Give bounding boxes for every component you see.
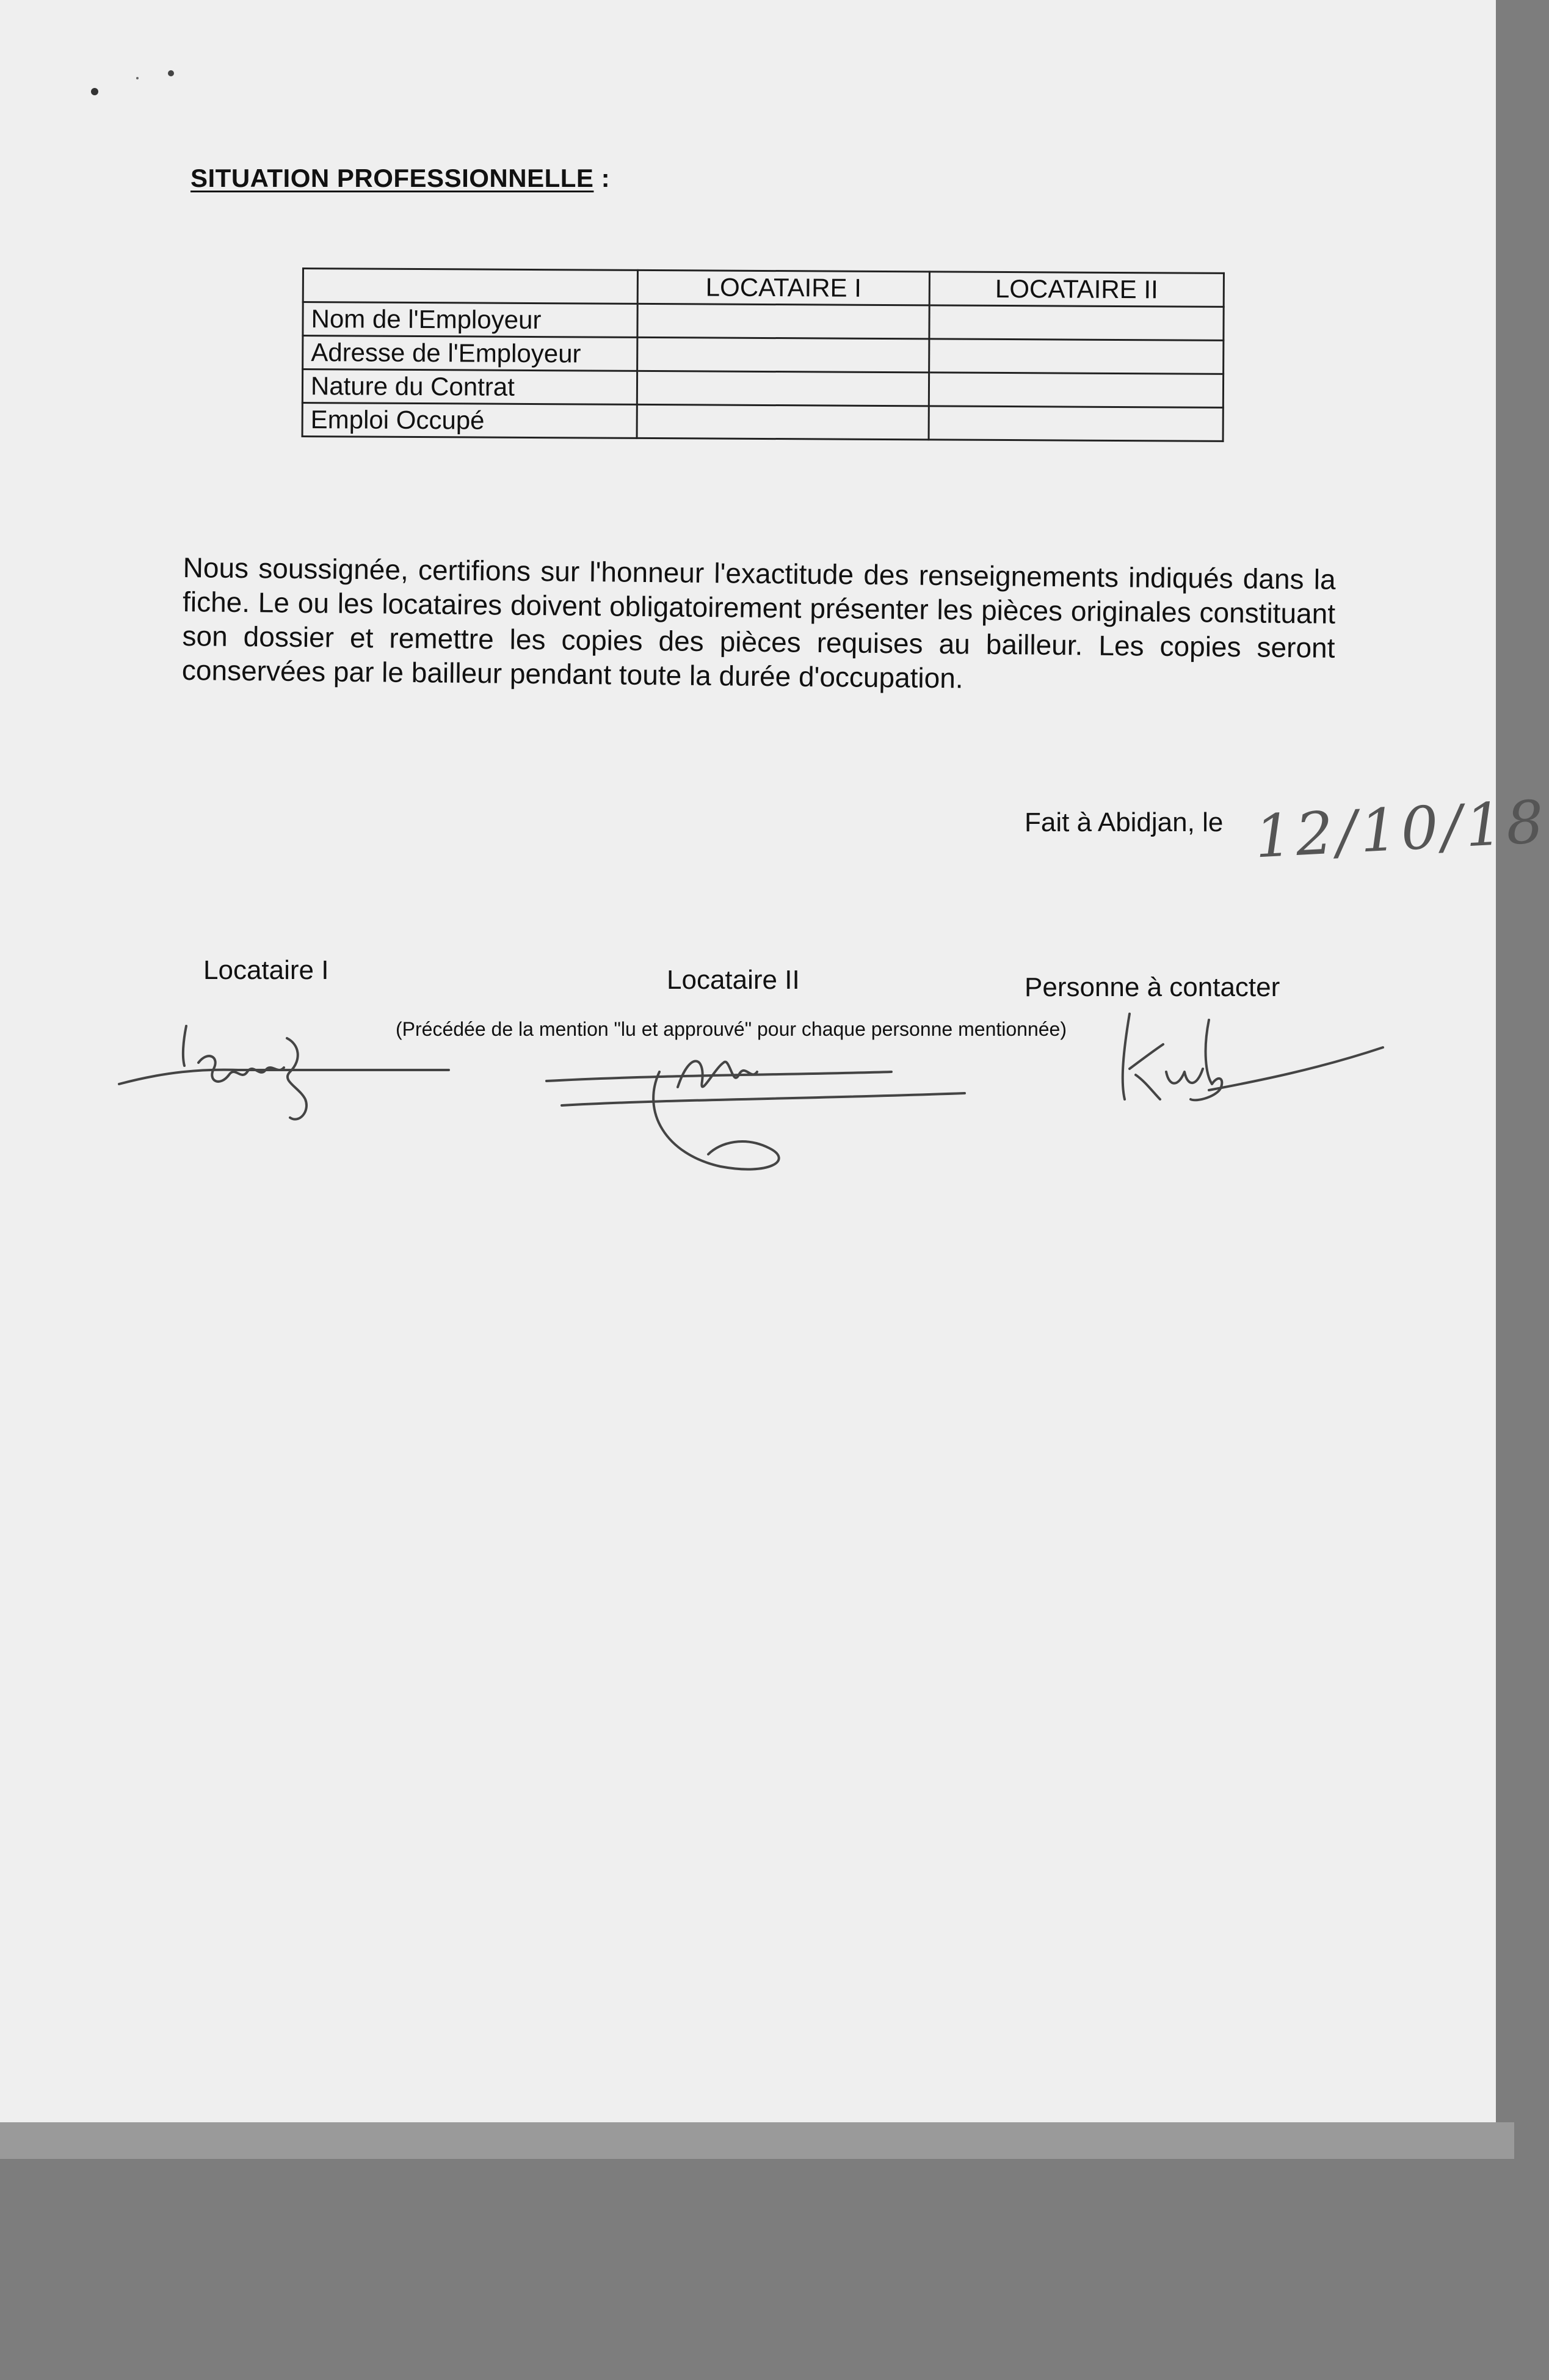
signature-label-locataire-1: Locataire I <box>203 955 329 985</box>
scan-edge-band <box>0 2122 1514 2159</box>
header-locataire-2: LOCATAIRE II <box>929 272 1224 307</box>
section-title: SITUATION PROFESSIONNELLE <box>190 164 594 192</box>
handwritten-date: 12/10/18 <box>1253 787 1549 872</box>
cell-locataire-1 <box>637 371 929 406</box>
section-heading <box>190 164 610 193</box>
mention-note: (Précédée de la mention "lu et approuvé" pour chaque personne mentionnée) <box>396 1018 1067 1040</box>
signature-label-contact: Personne à contacter <box>1025 972 1280 1002</box>
place-date-label: Fait à Abidjan, le <box>1025 807 1224 837</box>
table-row <box>302 403 1223 442</box>
table-row <box>303 302 1224 341</box>
signature-locataire-2 <box>537 1014 965 1185</box>
signature-contact <box>1111 1002 1392 1130</box>
header-locataire-1: LOCATAIRE I <box>637 270 929 305</box>
section-title-suffix: : <box>593 164 611 192</box>
table-header-row <box>303 269 1224 307</box>
row-label: Nature du Contrat <box>302 369 637 405</box>
row-label: Emploi Occupé <box>302 403 637 439</box>
table-row <box>303 336 1224 374</box>
signature-locataire-1 <box>116 1014 458 1136</box>
header-empty-cell <box>303 269 637 304</box>
row-label: Nom de l'Employeur <box>303 302 637 338</box>
employer-table <box>302 267 1225 442</box>
signature-label-locataire-2: Locataire II <box>667 965 800 995</box>
row-label: Adresse de l'Employeur <box>303 336 637 371</box>
cell-locataire-2 <box>929 305 1224 341</box>
cell-locataire-1 <box>637 404 929 440</box>
cell-locataire-2 <box>929 406 1223 442</box>
table-row <box>302 369 1223 408</box>
scan-specks <box>0 0 244 122</box>
cell-locataire-1 <box>637 337 929 373</box>
cell-locataire-2 <box>929 339 1224 374</box>
cell-locataire-2 <box>929 373 1223 408</box>
declaration-paragraph: Nous soussignée, certifions sur l'honneur l'exactitude des renseignements indiqués dans la fiche. Le ou les locataires doivent obligatoirement présenter les pièces originales constituant son dossier et remettre les copies des pièces requises au bailleur. Les copies seront conservées par le bailleur pendant toute la durée d'occupation. <box>181 551 1336 694</box>
cell-locataire-1 <box>637 304 929 339</box>
